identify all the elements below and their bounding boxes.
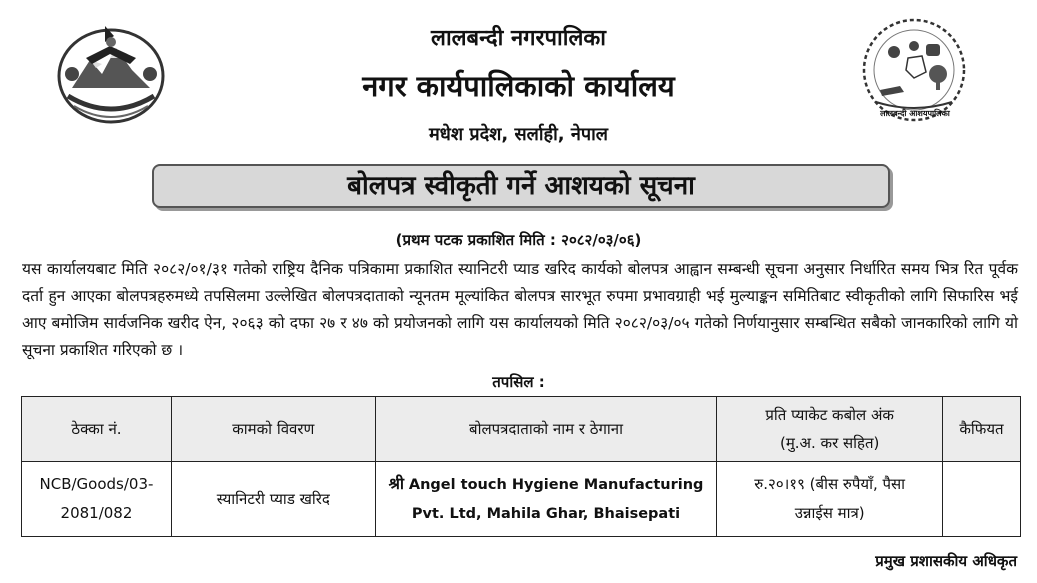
notice-title: बोलपत्र स्वीकृती गर्ने आशयको सूचना — [152, 164, 890, 208]
table-header-row — [22, 397, 1021, 462]
notice-body: यस कार्यालयबाट मिति २०८२/०१/३१ गतेको राष्ट्रिय दैनिक पत्रिकामा प्रकाशित स्यानिटरी प्याड खरिद कार्यको बोलपत्र आह्वान सम्बन्धी सूचना अनुसार निर्धारित समय भित्र रित पूर्वक दर्ता हुन आएका बोलपत्रहरुमध्ये तपसिलमा उल्लेखित बोलपत्रदाताको न्यूनतम मूल्यांकित बोलपत्र सारभूत रुपमा प्रभावग्राही भई मुल्याङ्कन समितिबाट स्वीकृतीको लागि सिफारिस भई आए बमोजिम सार्वजनिक खरीद ऐन, २०६३ को दफा २७ र ४७ को प्रयोजनको लागि यस कार्यालयको मिति २०८२/०३/०५ गतेको निर्णयानुसार सम्बन्धित सबैको जानकारिको लागि यो सूचना प्रकाशित गरिएको छ । — [22, 260, 1018, 359]
bidder-name-line2: Pvt. Ltd, Mahila Ghar, Bhaisepati — [411, 506, 681, 522]
col-header-remarks: कैफियत — [943, 397, 1021, 462]
org-name: लालबन्दी नगरपालिका — [431, 26, 606, 51]
emblem-right-caption: लालबन्दी आशयपालिका — [880, 109, 950, 118]
bidder-prefix: श्री — [388, 474, 405, 493]
col-header-amount — [717, 397, 943, 462]
contract-no-line1: NCB/Goods/03- — [39, 475, 154, 493]
bid-table — [21, 396, 1021, 537]
cell-contract-no — [22, 462, 172, 537]
cell-work-desc: स्यानिटरी प्याड खरिद — [171, 462, 375, 537]
amount-line2: उन्नाईस मात्र) — [794, 504, 865, 522]
cell-amount — [717, 462, 943, 537]
signatory: प्रमुख प्रशासकीय अधिकृत — [875, 552, 1017, 570]
bidder-name-line1: Angel touch Hygiene Manufacturing — [408, 477, 704, 493]
cell-bidder — [375, 462, 717, 537]
col-header-contract-no: ठेक्का नं. — [22, 397, 172, 462]
schedule-label: तपसिल : — [492, 373, 545, 391]
address: मधेश प्रदेश, सर्लाही, नेपाल — [429, 124, 608, 145]
publication-date: (प्रथम पटक प्रकाशित मिति : २०८२/०३/०६) — [395, 231, 642, 249]
amount-line1: रु.२०।१९ (बीस रुपैयाँ, पैसा — [754, 475, 906, 493]
cell-remarks — [943, 462, 1021, 537]
col-header-amount-line2: (मु.अ. कर सहित) — [779, 434, 880, 452]
col-header-work-desc: कामको विवरण — [171, 397, 375, 462]
contract-no-line2: 2081/082 — [60, 504, 133, 522]
col-header-amount-line1: प्रति प्याकेट कबोल अंक — [765, 406, 894, 424]
office-name: नगर कार्यपालिकाको कार्यालय — [362, 69, 675, 103]
col-header-bidder: बोलपत्रदाताको नाम र ठेगाना — [375, 397, 717, 462]
table-row — [22, 462, 1021, 537]
